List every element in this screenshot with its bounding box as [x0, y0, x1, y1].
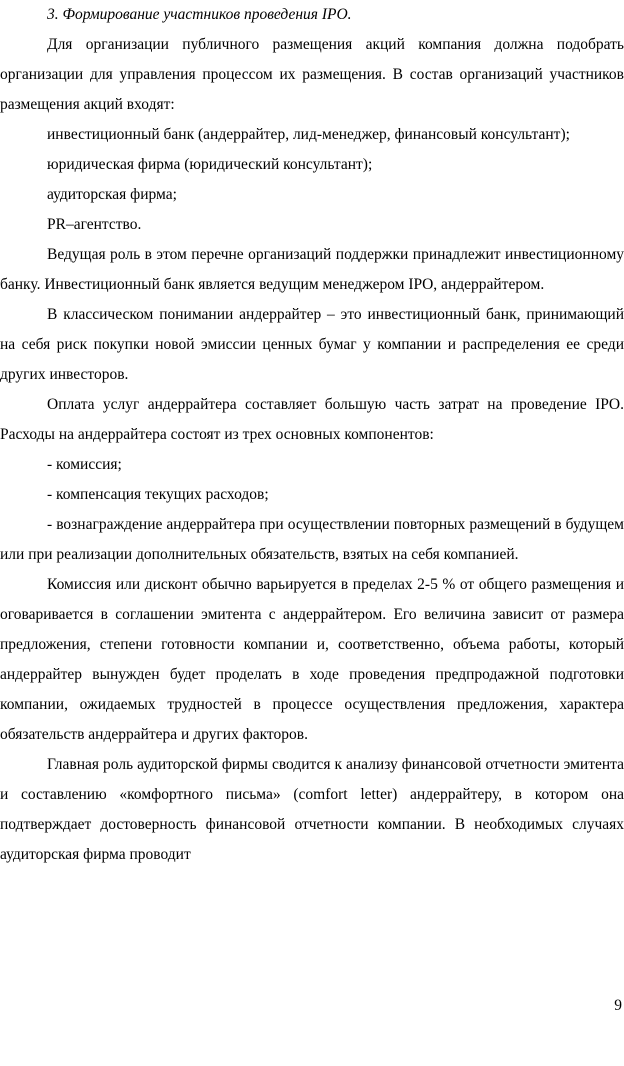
- paragraph-underwriter-costs: Оплата услуг андеррайтера составляет большую часть затрат на проведение IPO. Расходы на андеррайтера состоят из трех основных компонентов:: [0, 396, 624, 443]
- paragraph-underwriter-definition: В классическом понимании андеррайтер – это инвестиционный банк, принимающий на себя риск покупки новой эмиссии ценных бумаг у компании и распределения ее среди других инвесторов.: [0, 306, 624, 383]
- list-item-law-firm: юридическая фирма (юридический консультант);: [47, 156, 373, 173]
- list-item-expenses: - компенсация текущих расходов;: [47, 486, 269, 503]
- paragraph-audit-role: Главная роль аудиторской фирмы сводится к анализу финансовой отчетности эмитента и составлению «комфортного письма» (comfort letter) андеррайтеру, в котором она подтверждает достоверность финансовой отчетности компании. В необходимых случаях аудиторская фирма проводит: [0, 756, 624, 863]
- paragraph-commission-details: Комиссия или дисконт обычно варьируется в пределах 2-5 % от общего размещения и оговаривается в соглашении эмитента с андеррайтером. Его величина зависит от размера предложения, степени готовности компании и, соответственно, объема работы, который андеррайтер вынужден будет проделать в ходе проведения предпродажной подготовки компании, ожидаемых трудностей в процессе осуществления предложения, характера обязательств андеррайтера и других факторов.: [0, 576, 624, 743]
- list-item-reward: - вознаграждение андеррайтера при осуществлении повторных размещений в будущем или при реализации дополнительных обязательств, взятых на себя компанией.: [0, 516, 624, 563]
- paragraph-leading-role: Ведущая роль в этом перечне организаций поддержки принадлежит инвестиционному банку. Инвестиционный банк является ведущим менеджером IPO, андеррайтером.: [0, 246, 624, 293]
- paragraph-intro: Для организации публичного размещения акций компания должна подобрать организации для управления процессом их размещения. В состав организаций участников размещения акций входят:: [0, 36, 624, 113]
- list-item-investment-bank: инвестиционный банк (андеррайтер, лид-менеджер, финансовый консультант);: [47, 126, 570, 143]
- section-heading: 3. Формирование участников проведения IPO.: [47, 6, 352, 23]
- list-item-audit-firm: аудиторская фирма;: [47, 186, 177, 203]
- page-number: 9: [614, 997, 622, 1014]
- list-item-commission: - комиссия;: [47, 456, 122, 473]
- list-item-pr-agency: PR–агентство.: [47, 216, 142, 233]
